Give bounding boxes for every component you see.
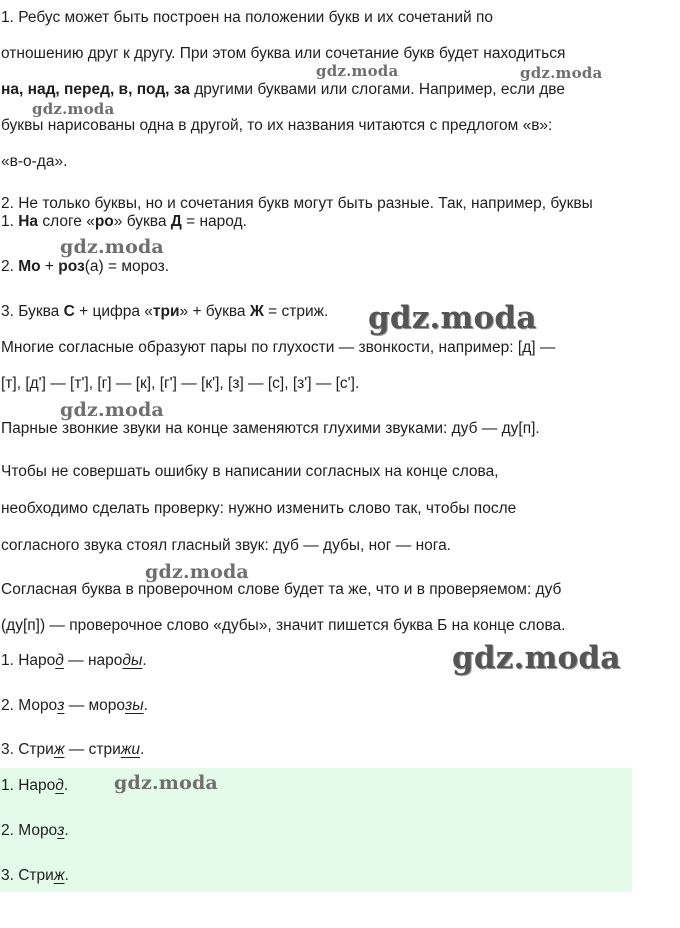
check-1: 1. Народ — народы.: [1, 652, 147, 669]
theory-line-5: необходимо сделать проверку: нужно изменить слово так, чтобы после: [1, 500, 517, 517]
theory-line-4: Чтобы не совершать ошибку в написании согласных на конце слова,: [1, 463, 499, 480]
watermark: gdz.moda: [114, 772, 218, 794]
theory-line-3: Парные звонкие звуки на конце заменяются глухими звуками: дуб — ду[п].: [1, 420, 540, 437]
clipped-line: [0, 194, 680, 212]
answer-box: [0, 768, 632, 892]
intro-line-5: «в-о-да».: [1, 153, 68, 170]
intro-line-3-rest: другими буквами или слогами. Например, если две: [189, 81, 565, 98]
theory-line-2: [т], [д'] — [т'], [г] — [к], [г'] — [к'], [з] — [с], [з'] — [с'].: [1, 375, 360, 392]
theory-line-8: (ду[п]) — проверочное слово «дубы», значит пишется буква Б на конце слова.: [1, 617, 566, 634]
theory-line-1: Многие согласные образуют пары по глухости — звонкости, например: [д] —: [1, 339, 556, 356]
check-3: 3. Стриж — стрижи.: [1, 741, 145, 758]
watermark: gdz.moda: [452, 640, 621, 676]
solution-1: 1. На слоге «ро» буква Д = народ.: [1, 213, 247, 230]
watermark: gdz.moda: [316, 62, 399, 80]
intro-line-2: отношению друг к другу. При этом буква или сочетание букв будет находиться: [1, 45, 566, 62]
intro-line-3: [1, 80, 565, 100]
intro-line-1: 1. Ребус может быть построен на положении букв и их сочетаний по: [1, 9, 493, 26]
solution-3: 3. Буква С + цифра «три» + буква Ж = стриж.: [1, 303, 329, 320]
answer-1: 1. Народ.: [1, 777, 69, 794]
check-2: 2. Мороз — морозы.: [1, 697, 148, 714]
watermark: gdz.moda: [520, 64, 603, 82]
intro-line-4: буквы нарисованы одна в другой, то их названия читаются с предлогом «в»:: [1, 117, 553, 134]
watermark: gdz.moda: [60, 399, 164, 421]
watermark: gdz.moda: [32, 100, 115, 118]
theory-line-6: согласного звука стоял гласный звук: дуб — дубы, ног — нога.: [1, 537, 451, 554]
answer-3: 3. Стриж.: [1, 867, 69, 884]
theory-line-7: Согласная буква в проверочном слове будет та же, что и в проверяемом: дуб: [1, 581, 562, 598]
solution-2: 2. Мо + роз(а) = мороз.: [1, 258, 170, 275]
watermark: gdz.moda: [145, 561, 249, 583]
watermark: gdz.moda: [60, 236, 164, 258]
answer-2: 2. Мороз.: [1, 822, 69, 839]
prepositions-bold: на, над, перед, в, под, за: [1, 81, 190, 98]
watermark: gdz.moda: [368, 300, 537, 336]
clipped-line-text: 2. Не только буквы, но и сочетания букв могут быть разные. Так, например, буквы: [1, 195, 593, 212]
